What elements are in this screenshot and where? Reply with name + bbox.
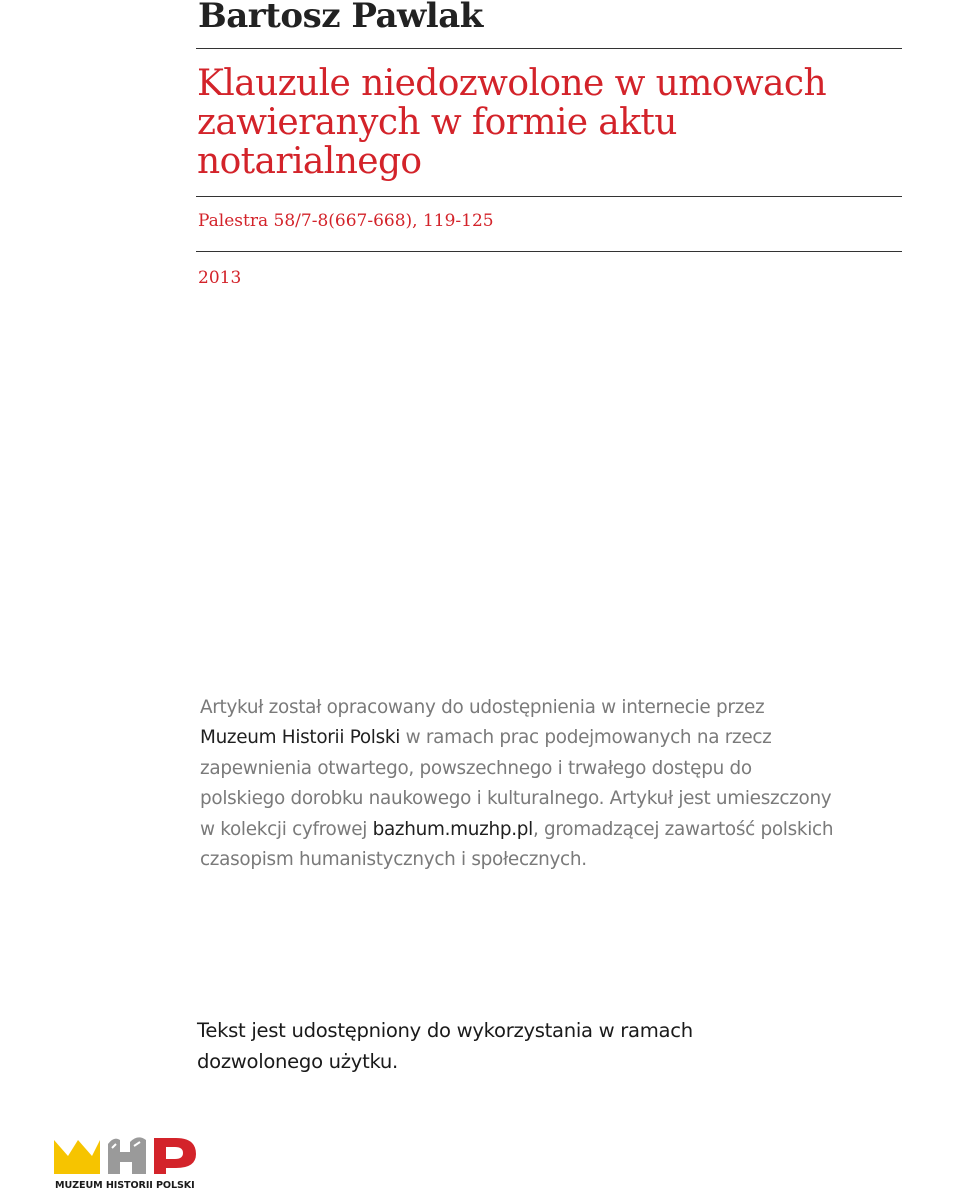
notice-line-5-post: , gromadzącej zawartość polskich: [532, 818, 834, 840]
notice-line-4: polskiego dorobku naukowego i kulturalnego. Artykuł jest umieszczony: [200, 788, 832, 810]
notice-line-2-rest: w ramach prac podejmowanych na rzecz: [400, 727, 772, 749]
divider-top: [196, 48, 902, 49]
notice-line-6: czasopism humanistycznych i społecznych.: [200, 849, 587, 871]
logo-letter-p: [154, 1138, 196, 1174]
source-citation: Palestra 58/7-8(667-668), 119-125: [198, 211, 494, 231]
mhp-logo-icon: [52, 1134, 204, 1180]
divider-source: [196, 251, 902, 252]
museum-logo: [52, 1134, 204, 1196]
usage-notice: [197, 1015, 693, 1077]
author-name: Bartosz Pawlak: [198, 0, 483, 36]
publication-year: 2013: [198, 268, 242, 288]
notice-line-1: Artykuł został opracowany do udostępnienia w internecie przez: [200, 697, 765, 718]
notice-line-5: [200, 815, 920, 845]
usage-line-1: Tekst jest udostępniony do wykorzystania w ramach: [197, 1019, 693, 1042]
availability-notice: [200, 693, 920, 875]
usage-line-2: dozwolonego użytku.: [197, 1050, 398, 1073]
logo-wordmark: MUZEUM HISTORII POLSKI: [55, 1180, 195, 1191]
notice-line-3: zapewnienia otwartego, powszechnego i trwałego dostępu do: [200, 757, 752, 779]
article-title: [197, 64, 897, 181]
title-line-2: zawieranych w formie aktu: [197, 102, 677, 143]
title-line-3: notarialnego: [197, 141, 422, 182]
notice-line-5-pre: w kolekcji cyfrowej: [200, 818, 373, 840]
museum-name: Muzeum Historii Polski: [200, 727, 401, 749]
collection-link[interactable]: bazhum.muzhp.pl: [372, 818, 533, 840]
divider-title: [196, 196, 902, 197]
title-line-1: Klauzule niedozwolone w umowach: [197, 63, 827, 104]
notice-line-2: [200, 723, 920, 753]
logo-letter-m: [54, 1140, 100, 1174]
